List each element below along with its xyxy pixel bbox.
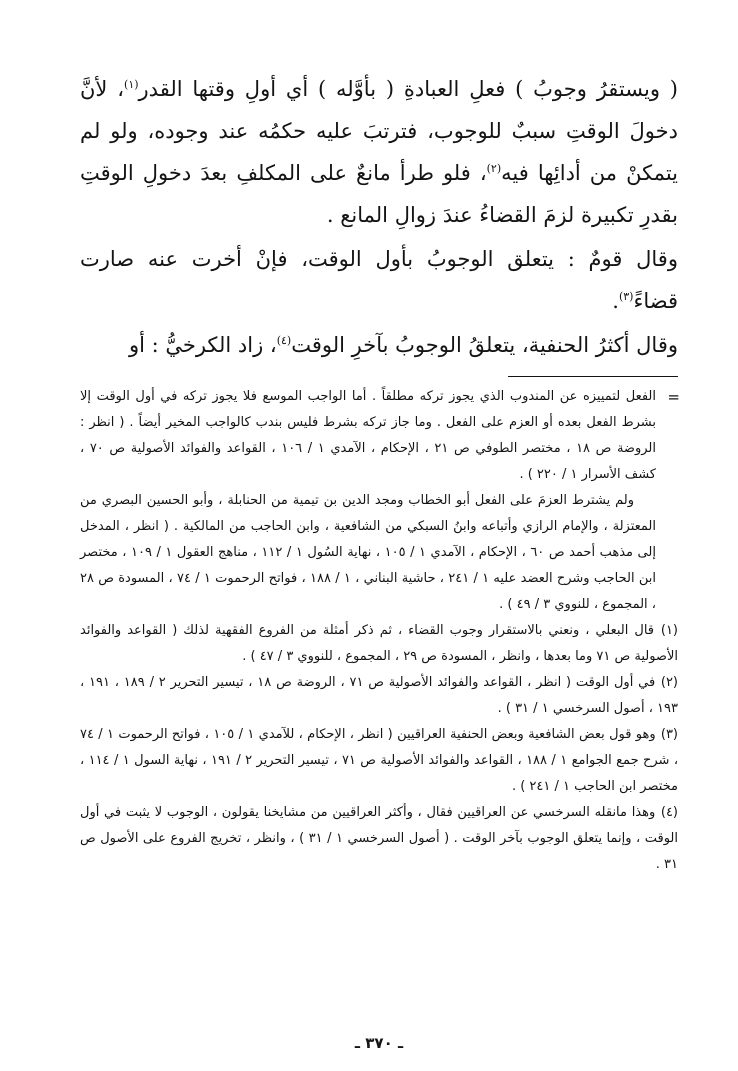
footnote-continuation [80, 384, 678, 618]
footnote [80, 618, 678, 670]
footnote-continuation-text: ولم يشترط العزمَ على الفعل أبو الخطاب ومجد الدين بن تيمية من الحنابلة ، وأبو الحسين البصري من المعتزلة ، والإمام الرازي وأتباعه وابنُ السبكي من الشافعية ، وابن الحاجب من المالكية . ( انظر ، المدخل إلى مذهب أحمد ص ٦٠ ، الإحكام ، الآمدي ١ / ١٠٥ ، نهاية السُول ١ / ١١٢ ، مناهج العقول ١ / ١٠٩ ، مختصر ابن الحاجب وشرح العضد عليه ١ / ٢٤١ ، حاشية البناني ، ١ / ١٨٨ ، فواتح الرحموت ١ / ٧٤ ، المسودة ص ٢٨ ، المجموع ، للنووي ٣ / ٤٩ ) . [80, 493, 656, 612]
paragraph-text: ، لأنَّ دخولَ الوقتِ سببٌ للوجوب، فترتبَ عليه حكمُه عند وجوده، ولو لم يتمكنْ من أدائِها فيه [80, 77, 678, 185]
main-paragraph [80, 68, 678, 236]
main-paragraph [80, 238, 678, 322]
footnote-number: (١) [660, 623, 678, 638]
footnote [80, 800, 678, 878]
paragraph-text: ، زاد الكرخيُّ : أو [128, 333, 277, 357]
footnote [80, 670, 678, 722]
footnote-text: في أول الوقت ( انظر ، القواعد والفوائد الأصولية ص ٧١ ، الروضة ص ١٨ ، تيسير التحرير ٢ / ١٨٩ ، ١٩١ ، ١٩٣ ، أصول السرخسي ١ / ٣١ ) . [80, 675, 678, 716]
footnote-text: قال البعلي ، ونعني بالاستقرار وجوب القضاء ، ثم ذكر أمثلة من الفروع الفقهية لذلك ( القواعد والفوائد الأصولية ص ٧١ وما بعدها ، وانظر ، المسودة ص ٢٩ ، المجموع ، للنووي ٣ / ٤٧ ) . [80, 623, 678, 664]
paragraph-text: ، فلو طرأ مانعٌ على المكلفِ بعدَ دخولِ الوقتِ بقدرِ تكبيرة لزمَ القضاءُ عندَ زوالِ المانع . [80, 161, 678, 227]
footnote-number: (٣) [660, 727, 678, 742]
paragraph-text: . [612, 289, 619, 313]
continuation-mark: = [667, 388, 680, 406]
footnote-ref: (٢) [486, 162, 502, 175]
paragraph-text: وقال قومٌ : يتعلق الوجوبُ بأول الوقت، فإنْ أخرت عنه صارت قضاءً [80, 247, 678, 313]
footnote-ref: (٣) [618, 290, 634, 303]
page-number: ـ ٣٧٠ ـ [354, 1034, 404, 1052]
footnote-separator [80, 368, 678, 384]
paragraph-text: وقال أكثرُ الحنفية، يتعلقُ الوجوبُ بآخرِ الوقت [291, 333, 678, 357]
footnote-continuation-text: الفعل لتمييزه عن المندوب الذي يجوز تركه مطلقاً . أما الواجب الموسع فلا يجوز تركه في أول الوقت إلا بشرط الفعل بعده أو العزم على الفعل . وما جاز تركه بشرط فليس بندب كالواجب المخير أيضاً . ( انظر : الروضة ص ١٨ ، مختصر الطوفي ص ٢١ ، الإحكام ، الآمدي ١ / ١٠٦ ، القواعد والفوائد الأصولية ص ٧٠ ، كشف الأسرار ١ / ٢٢٠ ) . [80, 389, 656, 482]
footnotes [80, 384, 678, 878]
separator-line [508, 376, 678, 377]
footnote-text: وهذا مانقله السرخسي عن العراقيين فقال ، وأكثر العراقيين من مشايخنا يقولون ، الوجوب لا يثبت في أول الوقت ، وإنما يتعلق الوجوب بآخر الوقت . ( أصول السرخسي ١ / ٣١ ) ، وانظر ، تخريج الفروع على الأصول ص ٣١ . [80, 805, 678, 872]
footnote [80, 722, 678, 800]
book-page [80, 68, 678, 1058]
footnote-number: (٢) [660, 675, 678, 690]
footnote-text: وهو قول بعض الشافعية وبعض الحنفية العراقيين ( انظر ، الإحكام ، للآمدي ١ / ١٠٥ ، فواتح الرحموت ١ / ٧٤ ، شرح جمع الجوامع ١ / ١٨٨ ، القواعد والفوائد الأصولية ص ٧١ ، تيسير التحرير ٢ / ١٩١ ، نهاية السول ١ / ١١٤ ، مختصر ابن الحاجب ١ / ٢٤١ ) . [80, 727, 679, 794]
footnote-number: (٤) [660, 805, 678, 820]
paragraph-text: ( ويستقرُ وجوبُ ) فعلِ العبادةِ ( بأوَّله ) أي أولِ وقتها القدر [138, 77, 678, 101]
footnote-ref: (٤) [276, 334, 292, 347]
footnote-ref: (١) [124, 78, 139, 91]
main-paragraph [80, 324, 678, 366]
main-text [80, 68, 678, 366]
